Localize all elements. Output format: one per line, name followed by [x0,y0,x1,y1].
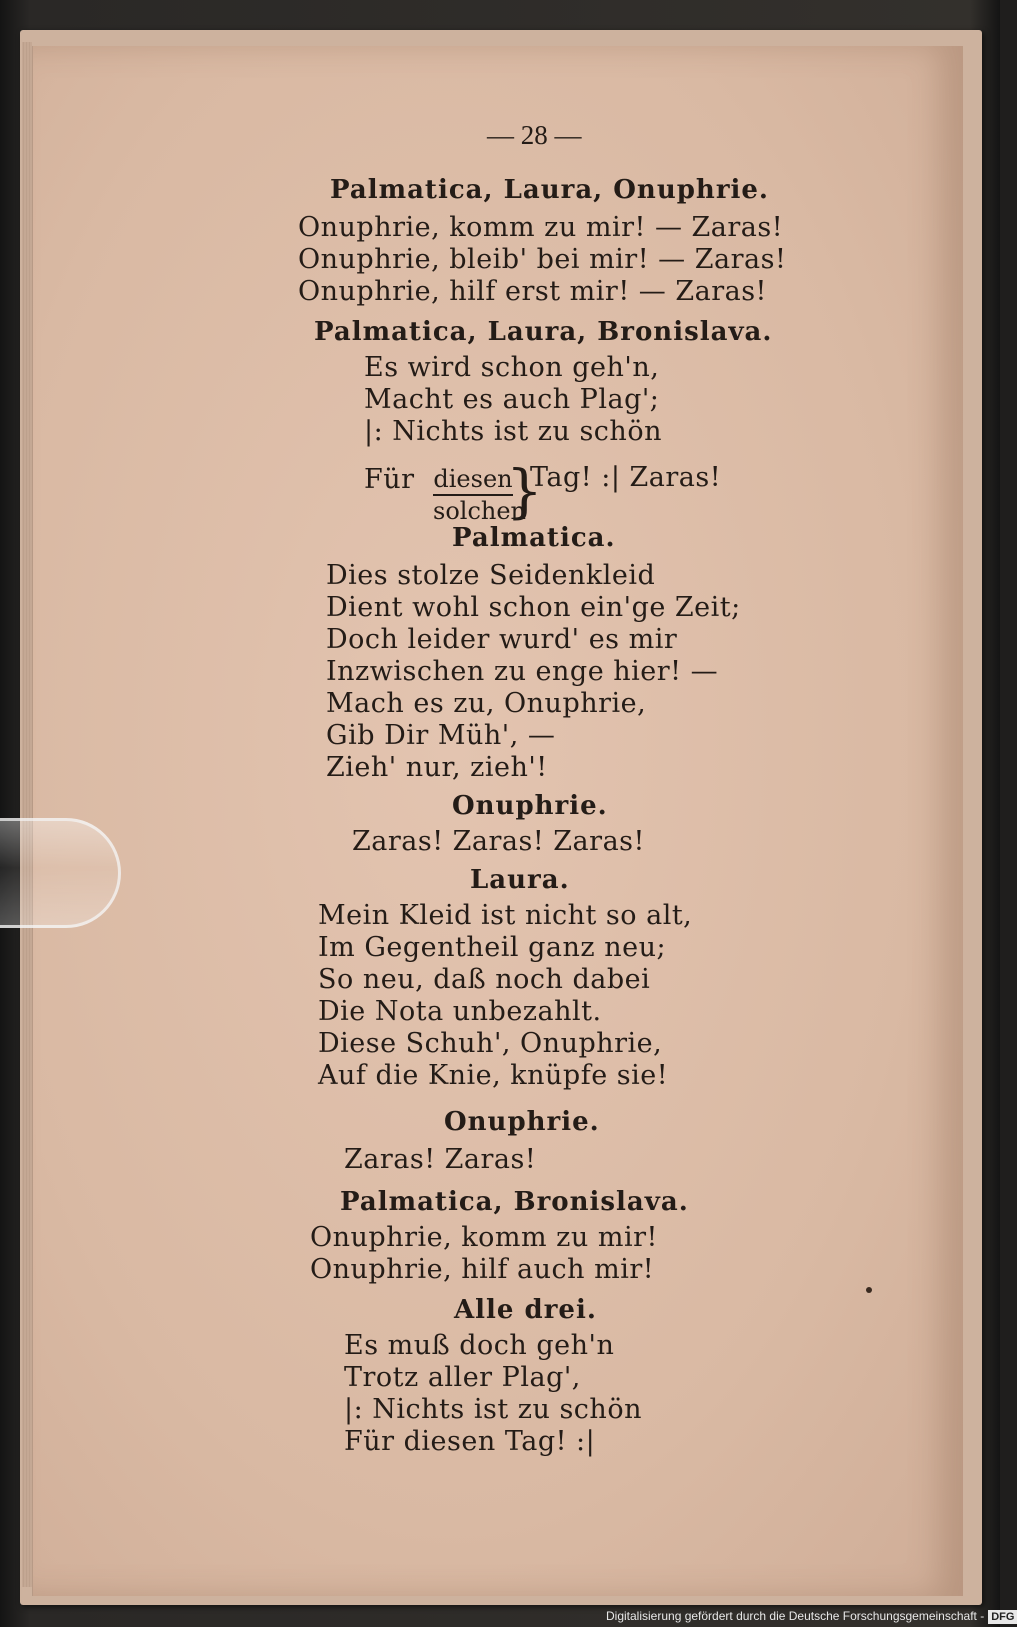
verse-line: Es wird schon geh'n, [364,352,660,383]
alternative-top: diesen [433,466,513,496]
speaker-heading: Onuphrie. [444,1107,600,1137]
verse-line: Dies stolze Seidenkleid [326,560,656,591]
page-number: — 28 — [487,120,582,150]
curly-brace: } [506,457,543,525]
verse-line: Für diesen Tag! :| [344,1426,596,1457]
verse-line: Die Nota unbezahlt. [318,996,602,1027]
verse-line: Zaras! Zaras! Zaras! [352,826,645,857]
verse-line: Im Gegentheil ganz neu; [318,932,667,963]
verse-line: Inzwischen zu enge hier! — [326,656,719,687]
verse-line: Trotz aller Plag', [344,1362,581,1393]
verse-line: |: Nichts ist zu schön [344,1394,642,1425]
alternative-words [433,465,526,525]
verse-line: Onuphrie, hilf auch mir! [310,1254,655,1285]
verse-line: Doch leider wurd' es mir [326,624,678,655]
speaker-heading: Palmatica. [452,523,616,553]
verse-line: Onuphrie, bleib' bei mir! — Zaras! [298,244,787,275]
speaker-heading: Palmatica, Laura, Bronislava. [314,317,773,347]
verse-line: Auf die Knie, knüpfe sie! [318,1060,669,1091]
verse-line-prefix: Für [364,464,415,495]
speaker-heading: Onuphrie. [452,791,608,821]
verse-line: So neu, daß noch dabei [318,964,651,995]
verse-line: Zieh' nur, zieh'! [326,752,548,783]
speaker-heading: Laura. [470,865,570,895]
verse-line: Macht es auch Plag'; [364,384,660,415]
verse-line: |: Nichts ist zu schön [364,416,662,447]
speaker-heading: Palmatica, Bronislava. [340,1187,689,1217]
verse-line: Es muß doch geh'n [344,1330,615,1361]
verse-line: Onuphrie, komm zu mir! [310,1222,658,1253]
verse-line-suffix: Tag! :| Zaras! [530,462,722,493]
verse-line: Mach es zu, Onuphrie, [326,688,647,719]
verse-line: Diese Schuh', Onuphrie, [318,1028,663,1059]
verse-line: Gib Dir Müh', — [326,720,556,751]
speaker-heading: Palmatica, Laura, Onuphrie. [330,175,769,205]
alternative-bottom: solchen [433,497,526,525]
digitization-credit [606,1607,1017,1625]
speaker-heading: Alle drei. [454,1295,597,1325]
verse-line: Mein Kleid ist nicht so alt, [318,900,693,931]
credit-text: Digitalisierung gefördert durch die Deutsche Forschungsgemeinschaft - [606,1609,985,1623]
verse-line: Onuphrie, komm zu mir! — Zaras! [298,212,784,243]
verse-line: Dient wohl schon ein'ge Zeit; [326,592,741,623]
dfg-logo: DFG [988,1610,1017,1624]
verse-line: Zaras! Zaras! [344,1144,537,1175]
verse-line: Onuphrie, hilf erst mir! — Zaras! [298,276,767,307]
